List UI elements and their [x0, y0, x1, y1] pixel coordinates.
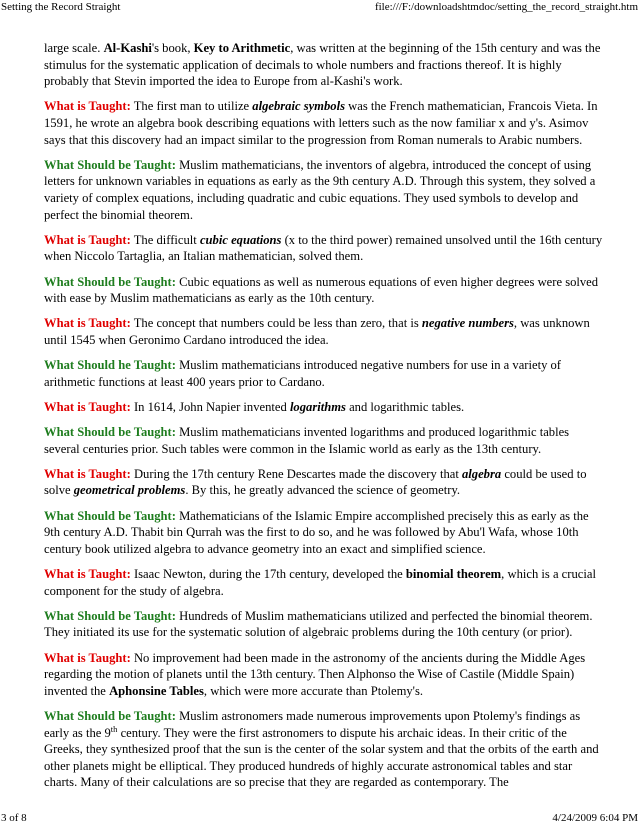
- paragraph-taught-binomial: What is Taught: Isaac Newton, during the 17th century, developed the binomial theorem, which is a crucial component for the study of algebra.: [44, 566, 596, 598]
- paragraph-should-algebra: What Should be Taught: Muslim mathematicians, the inventors of algebra, introduced the concept of using letters for unknown variables in equations as early as the 9th century A.D. Through this system, they solved a variety of complex equations, including quadratic and cubic equations. They used symbols to develop and perfect the binomial theorem.: [44, 157, 596, 222]
- print-header: [0, 0, 638, 14]
- paragraph-taught-cubic: What is Taught: The difficult cubic equations (x to the third power) remained unsolved until the 16th century when Niccolo Tartaglia, an Italian mathematician, solved them.: [44, 232, 603, 264]
- taught-label: What is Taught:: [44, 316, 131, 331]
- taught-label: What is Taught:: [44, 99, 131, 114]
- taught-label: What is Taught:: [44, 466, 131, 481]
- should-label: What Should he Taught:: [44, 358, 176, 373]
- print-datetime: 4/24/2009 6:04 PM: [552, 812, 638, 824]
- taught-label: What is Taught:: [44, 399, 131, 414]
- paragraph-should-negative: What Should he Taught: Muslim mathematicians introduced negative numbers for use in a variety of arithmetic functions at least 400 years prior to Cardano.: [44, 358, 562, 389]
- paragraph-taught-negative: What is Taught: The concept that numbers could be less than zero, that is negative numbers, was unknown until 1545 when Geronimo Cardano introduced the idea.: [44, 316, 590, 347]
- should-label: What Should be Taught:: [44, 608, 176, 623]
- should-label: What Should be Taught:: [44, 157, 176, 172]
- paragraph-should-cubic: What Should be Taught: Cubic equations as well as numerous equations of even higher degrees were solved with ease by Muslim mathematicians as early as the 10th century.: [44, 274, 599, 306]
- should-label: What Should be Taught:: [44, 708, 176, 723]
- should-label: What Should be Taught:: [44, 508, 176, 523]
- paragraph-taught-astronomy: What is Taught: No improvement had been made in the astronomy of the ancients during the Middle Ages regarding the motion of planets until the 13th century. Then Alphonso the Wise of Castile (Middle Spain) invented the Aphonsine Tables, which were more accurate than Ptolemy's.: [44, 650, 586, 698]
- print-footer: [0, 811, 638, 825]
- page-number: 3 of 8: [1, 812, 27, 824]
- should-label: What Should be Taught:: [44, 274, 176, 289]
- paragraph-should-logarithms: What Should be Taught: Muslim mathematicians invented logarithms and produced logarithmic tables several centuries prior. Such tables were common in the Islamic world as early as the 13th century.: [44, 425, 570, 456]
- header-file-path: file:///F:/downloadshtmdoc/setting_the_record_straight.htm: [374, 1, 638, 13]
- taught-label: What is Taught:: [44, 232, 131, 247]
- taught-label: What is Taught:: [44, 566, 131, 581]
- paragraph-should-astronomy: What Should be Taught: Muslim astronomers made numerous improvements upon Ptolemy's findings as early as the 9th century. They were the first astronomers to dispute his archaic ideas. In their critic of the Greeks, they synthesized proof that the sun is the center of the solar system and that the orbits of the earth and other planets might be elliptical. They produced hundreds of highly accurate astronomical tables and star charts. Many of their calculations are so precise that they are regarded as contemporary. The: [44, 708, 599, 790]
- paragraph-taught-algebraic-symbols: What is Taught: The first man to utilize algebraic symbols was the French mathematician, Francois Vieta. In 1591, he wrote an algebra book describing equations with letters such as the now familiar x and y's. Asimov says that this discovery had an impact similar to the progression from Roman numerals to Arabic numbers.: [44, 99, 598, 147]
- paragraph-should-geometry: What Should be Taught: Mathematicians of the Islamic Empire accomplished precisely this as early as the 9th century A.D. Thabit bin Qurrah was the first to do so, and he was followed by Abu'l Wafa, whose 10th century book utilized algebra to advance geometry into an exact and simplified science.: [44, 508, 589, 556]
- paragraph-al-kashi: large scale. Al-Kashi's book, Key to Arithmetic, was written at the beginning of the 15th century and was the stimulus for the systematic application of decimals to whole numbers and fractions thereof. It is highly probably that Stevin imported the idea to Europe from al-Kashi's work.: [44, 41, 601, 89]
- paragraph-taught-logarithms: What is Taught: In 1614, John Napier invented logarithms and logarithmic tables.: [44, 399, 465, 414]
- should-label: What Should be Taught:: [44, 425, 176, 440]
- header-title: Setting the Record Straight: [1, 1, 121, 13]
- taught-label: What is Taught:: [44, 650, 131, 665]
- paragraph-should-binomial: What Should be Taught: Hundreds of Muslim mathematicians utilized and perfected the binomial theorem. They initiated its use for the systematic solution of algebraic problems during the 10th century (or prior).: [44, 608, 593, 640]
- document-body: [44, 40, 604, 799]
- paragraph-taught-geometry: What is Taught: During the 17th century Rene Descartes made the discovery that algebra could be used to solve geometrical problems. By this, he greatly advanced the science of geometry.: [44, 466, 587, 498]
